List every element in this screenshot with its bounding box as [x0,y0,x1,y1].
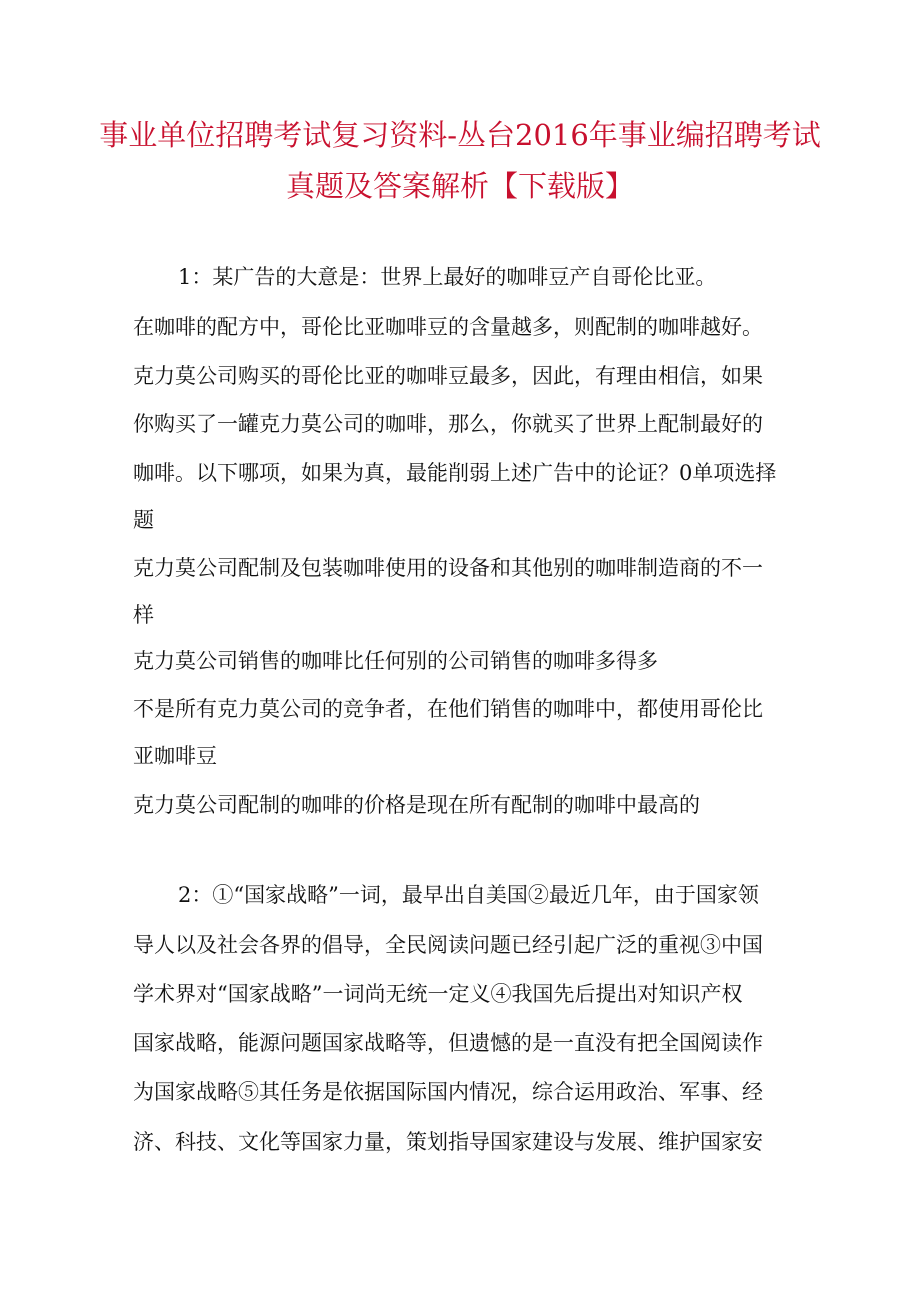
question-2-stem-line: 为国家战略⑤其任务是依据国际国内情况，综合运用政治、军事、经 [133,1080,763,1104]
question-1-option-line: 不是所有克力莫公司的竞争者，在他们销售的咖啡中，都使用哥伦比 [133,697,763,721]
document-title-line-1: 事业单位招聘考试复习资料-丛台2016年事业编招聘考试 [99,118,821,152]
question-1-stem-line: 在咖啡的配方中，哥伦比亚咖啡豆的含量越多，则配制的咖啡越好。 [133,315,763,339]
question-2-stem-line: 导人以及社会各界的倡导，全民阅读问题已经引起广泛的重视③中国 [133,933,763,957]
question-1-option-line: 亚咖啡豆 [133,744,217,768]
question-1-option-line: 克力莫公司销售的咖啡比任何别的公司销售的咖啡多得多 [133,649,658,673]
question-1-stem-line: 咖啡。以下哪项，如果为真，最能削弱上述广告中的论证？0单项选择 [133,461,777,485]
question-1-stem-line: 你购买了一罐克力莫公司的咖啡，那么，你就买了世界上配制最好的 [133,412,763,436]
question-1-option-line: 克力莫公司配制的咖啡的价格是现在所有配制的咖啡中最高的 [133,793,700,817]
question-1-option-line: 样 [133,603,154,627]
question-1-stem-line: 克力莫公司购买的哥伦比亚的咖啡豆最多，因此，有理由相信，如果 [133,364,763,388]
document-title-line-2: 真题及答案解析【下载版】 [285,169,634,203]
question-1-stem-line: 1：某广告的大意是：世界上最好的咖啡豆产自哥伦比亚。 [178,265,717,289]
question-2-stem-line: 学术界对“国家战略”一词尚无统一定义④我国先后提出对知识产权 [133,982,743,1006]
question-2-stem-line: 2：①“国家战略”一词，最早出自美国②最近几年，由于国家领 [178,883,759,907]
question-2-stem-line: 国家战略，能源问题国家战略等，但遗憾的是一直没有把全国阅读作 [133,1031,763,1055]
question-2-stem-line: 济、科技、文化等国家力量，策划指导国家建设与发展、维护国家安 [133,1130,763,1154]
question-1-option-line: 克力莫公司配制及包装咖啡使用的设备和其他别的咖啡制造商的不一 [133,556,763,580]
question-1-stem-line: 题 [133,508,154,532]
